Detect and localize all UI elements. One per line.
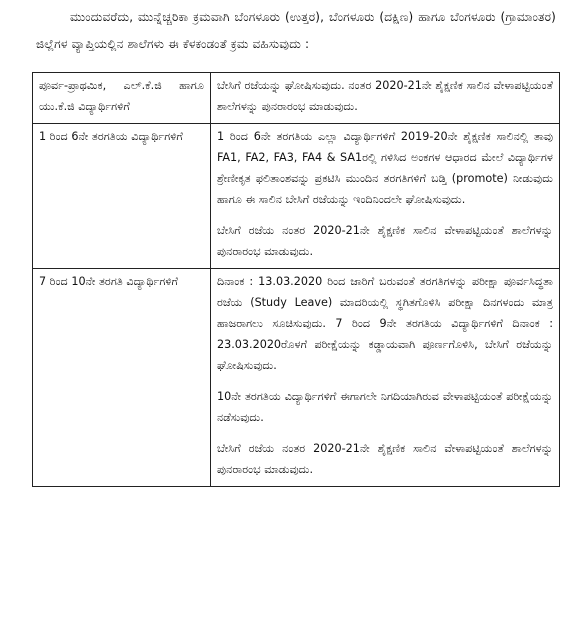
instructions-table bbox=[32, 72, 560, 487]
instruction-paragraph: ಬೇಸಿಗೆ ರಜೆಯನ್ನು ಘೋಷಿಸುವುದು. ನಂತರ 2020-21ನೇ ಶೈಕ್ಷಣಿಕ ಸಾಲಿನ ವೇಳಾಪಟ್ಟಿಯಂತೆ ಶಾಲೆಗಳನ್ನು ಪುನರಾರಂಭ ಮಾಡುವುದು. bbox=[217, 79, 553, 113]
instruction-paragraph: 1 ರಿಂದ 6ನೇ ತರಗತಿಯ ಎಲ್ಲಾ ವಿದ್ಯಾರ್ಥಿಗಳಿಗೆ 2019-20ನೇ ಶೈಕ್ಷಣಿಕ ಸಾಲಿನಲ್ಲಿ ತಾವು FA1, FA2, FA3, FA4 & SA1ರಲ್ಲಿ ಗಳಿಸಿದ ಅಂಕಗಳ ಆಧಾರದ ಮೇಲೆ ವಿದ್ಯಾರ್ಥಿಗಳ ಶ್ರೇಣೀಕೃತ ಫಲಿತಾಂಶವನ್ನು ಪ್ರಕಟಿಸಿ ಮುಂದಿನ ತರಗತಿಗಳಿಗೆ ಬಡ್ತಿ (promote) ನೀಡುವುದು ಹಾಗೂ ಈ ಸಾಲಿನ ಬೇಸಿಗೆ ರಜೆಯನ್ನು ಇಂದಿನಿಂದಲೇ ಘೋಷಿಸುವುದು. bbox=[217, 130, 553, 206]
instruction-cell bbox=[211, 73, 560, 124]
student-group-cell: 1 ರಿಂದ 6ನೇ ತರಗತಿಯ ವಿದ್ಯಾರ್ಥಿಗಳಿಗೆ bbox=[33, 124, 211, 269]
instruction-cell bbox=[211, 269, 560, 487]
instruction-paragraph: ದಿನಾಂಕ : 13.03.2020 ರಿಂದ ಜಾರಿಗೆ ಬರುವಂತೆ ತರಗತಿಗಳನ್ನು ಪರೀಕ್ಷಾ ಪೂರ್ವಸಿದ್ಧತಾ ರಜೆಯ (Study Leave) ಮಾದರಿಯಲ್ಲಿ ಸ್ಥಗಿತಗೊಳಿಸಿ ಪರೀಕ್ಷಾ ದಿನಗಳಂದು ಮಾತ್ರ ಹಾಜರಾಗಲು ಸೂಚಿಸುವುದು. 7 ರಿಂದ 9ನೇ ತರಗತಿಯ ವಿದ್ಯಾರ್ಥಿಗಳಿಗೆ ದಿನಾಂಕ : 23.03.2020ರೊಳಗೆ ಪರೀಕ್ಷೆಯನ್ನು ಕಡ್ಡಾಯವಾಗಿ ಪೂರ್ಣಗೊಳಿಸಿ, ಬೇಸಿಗೆ ರಜೆಯನ್ನು ಘೋಷಿಸುವುದು. bbox=[217, 275, 553, 372]
student-group-cell: 7 ರಿಂದ 10ನೇ ತರಗತಿ ವಿದ್ಯಾರ್ಥಿಗಳಿಗೆ bbox=[33, 269, 211, 487]
instruction-paragraph: ಬೇಸಿಗೆ ರಜೆಯ ನಂತರ 2020-21ನೇ ಶೈಕ್ಷಣಿಕ ಸಾಲಿನ ವೇಳಾಪಟ್ಟಿಯಂತೆ ಶಾಲೆಗಳನ್ನು ಪುನರಾರಂಭ ಮಾಡುವುದು. bbox=[217, 442, 553, 476]
table-row bbox=[33, 269, 560, 487]
table-row bbox=[33, 124, 560, 269]
intro-paragraph: ಮುಂದುವರೆದು, ಮುನ್ನೆಚ್ಚರಿಕಾ ಕ್ರಮವಾಗಿ ಬೆಂಗಳೂರು (ಉತ್ತರ), ಬೆಂಗಳೂರು (ದಕ್ಷಿಣ) ಹಾಗೂ ಬೆಂಗಳೂರು (ಗ್ರಾಮಾಂತರ) ಜಿಲ್ಲೆಗಳ ವ್ಯಾಪ್ತಿಯಲ್ಲಿನ ಶಾಲೆಗಳು ಈ ಕೆಳಕಂಡಂತೆ ಕ್ರಮ ವಹಿಸುವುದು : bbox=[36, 10, 556, 51]
table-row bbox=[33, 73, 560, 124]
instruction-paragraph: 10ನೇ ತರಗತಿಯ ವಿದ್ಯಾರ್ಥಿಗಳಿಗೆ ಈಗಾಗಲೇ ನಿಗದಿಯಾಗಿರುವ ವೇಳಾಪಟ್ಟಿಯಂತೆ ಪರೀಕ್ಷೆಯನ್ನು ನಡೆಸುವುದು. bbox=[217, 390, 553, 424]
instruction-cell bbox=[211, 124, 560, 269]
student-group-cell: ಪೂರ್ವ-ಪ್ರಾಥಮಿಕ, ಎಲ್.ಕೆ.ಜಿ ಹಾಗೂ ಯು.ಕೆ.ಜಿ ವಿದ್ಯಾರ್ಥಿಗಳಿಗೆ bbox=[33, 73, 211, 124]
instruction-paragraph: ಬೇಸಿಗೆ ರಜೆಯ ನಂತರ 2020-21ನೇ ಶೈಕ್ಷಣಿಕ ಸಾಲಿನ ವೇಳಾಪಟ್ಟಿಯಂತೆ ಶಾಲೆಗಳನ್ನು ಪುನರಾರಂಭ ಮಾಡುವುದು. bbox=[217, 224, 553, 258]
